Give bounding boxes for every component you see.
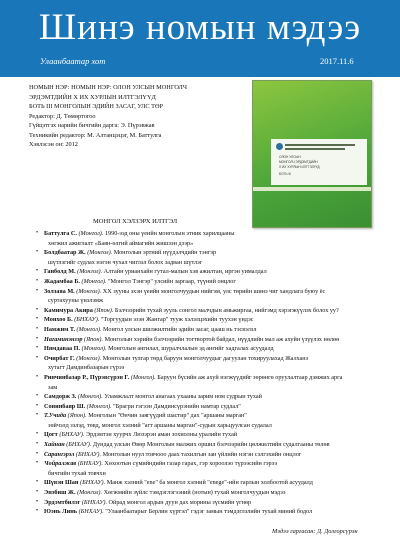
article-title: Монголын тулгар төрд баруун монголчуудыг дагуулан тохируулахад Жалханз xyxy=(102,354,309,362)
list-item xyxy=(36,373,372,392)
author-origin: (БНХАУ). xyxy=(81,498,107,506)
author-name: Цогт xyxy=(44,431,58,439)
list-item xyxy=(36,411,372,430)
author-origin: (Монгол). xyxy=(81,277,107,285)
bullet-icon: • xyxy=(36,450,39,457)
date-label: 2017.11.6 xyxy=(320,56,354,66)
article-title: Монголын хэрийн бэлчээрийн тогтвортой байдал, нүүдлийн мал аж ахуйн үзүүлэх нөлөө xyxy=(104,335,340,343)
list-item xyxy=(36,315,372,325)
author-name: Болдбаатар Ж. xyxy=(44,249,86,257)
bullet-icon: • xyxy=(36,287,39,294)
list-item xyxy=(36,392,372,402)
article-title: Бэлчээрийн тухай зууль сонгол малчдын амьжиргаа, нийгэмд хэрэгжүүлэх болох уу? xyxy=(114,306,339,314)
article-title: Монголын "Өнчин заягүүдий шастир" дах "аршаны марган" xyxy=(88,412,247,420)
article-title: "Торгуудын эзэн Жангар" тууж хэлэлцэхийн туухэн үндэс xyxy=(100,316,254,324)
bullet-icon: • xyxy=(36,268,39,275)
book-cover-image xyxy=(252,80,372,228)
cover-text: БОТЬ III xyxy=(279,172,292,176)
author-origin: (Монгол). xyxy=(77,489,103,497)
article-title: Монголын ангилал, шуралчлалын эд ангийг хадгалах асуудалд xyxy=(108,345,274,353)
article-title: Монголын нуул товчооо даах тахилгын зан үйлийн нэгэн сэлгэхийн онцлог xyxy=(102,450,302,458)
author-name: Сарангэрэл xyxy=(44,450,75,458)
author-name: Ринчинбазар Р., Пүрэвсүрэн Г. xyxy=(44,373,130,381)
article-title: "Улаанбаатарыг Берлин хүртэл" гэдэг замын тэмдэглэлийн тухай миний бодол xyxy=(105,508,313,516)
author-name: Т.Учида xyxy=(44,412,67,420)
article-title-continued: зам xyxy=(48,383,58,391)
list-item xyxy=(36,459,372,478)
bullet-icon: • xyxy=(36,335,39,342)
author-origin: (БНХАУ). xyxy=(77,460,103,468)
author-origin: (Монгол). xyxy=(130,373,156,381)
list-item xyxy=(36,229,372,248)
list-item xyxy=(36,440,372,450)
bullet-icon: • xyxy=(36,402,39,409)
author-name: Очирбат Г. xyxy=(44,354,75,362)
list-item xyxy=(36,277,372,287)
author-name: Нямдаваа П. xyxy=(44,345,81,353)
cover-text: МОНГОЛЧ ЭРДЭМТДИЙН xyxy=(279,160,318,164)
article-title-continued: суртахууны үнэлэмж xyxy=(48,297,104,305)
author-origin: (БНХАУ). xyxy=(59,431,85,439)
article-title: "Монгол Тэнгэр" улсийн заргаар, түүний онцлог xyxy=(108,277,236,285)
author-name: Намжим Т. xyxy=(44,325,75,333)
book-title-line: ЭРДЭМТДИЙН Х ИХ ХУРЛЫН ИЛТГЭЛҮҮД xyxy=(29,93,156,101)
cover-rule xyxy=(285,144,355,146)
author-name: Юэнь Линь xyxy=(44,508,78,516)
bullet-icon: • xyxy=(36,479,39,486)
list-item xyxy=(36,354,372,373)
article-title: Ойрад монгол ардын дуун дах морины зүсмийн үгнөр xyxy=(108,498,252,506)
bullet-icon: • xyxy=(36,325,39,332)
cover-rule xyxy=(285,148,345,150)
author-origin: (Монгол). xyxy=(76,325,102,333)
editor-line: Редактор: Д. Төмөртогоо xyxy=(29,112,96,120)
book-volume-line: БОТЬ III МОНГОЛЫН ЭДИЙН ЗАСАГ, УЛС ТӨР xyxy=(29,103,164,110)
author-origin: (БНХАУ). xyxy=(78,508,104,516)
publish-year-line: Хэвлэсэн он: 2012 xyxy=(29,141,78,148)
article-title: Монголын эртний нүүдэлчдийн тэнгэр xyxy=(113,249,217,257)
cover-logo-icon xyxy=(276,143,283,150)
article-title-continued: зөйчэлд зэлэд, төвд, монгол хэлний "агт аршаны марган"-судын харьцуулсан судалал xyxy=(48,421,272,429)
author-origin: (БНХАУ). xyxy=(66,441,92,449)
article-title: Монгол улсын шилжилтийн эдийн засаг, цааш нь тэсвэлэл xyxy=(103,325,257,333)
article-title: Хөгжмийн зүйлс тэмдэглэгээний (нотын) тухай монголчуудын мэдээ xyxy=(103,489,286,497)
author-name: Чойралжав xyxy=(44,460,77,468)
article-list xyxy=(36,229,372,517)
footer-credit: Мэдээ гаргасан: Д. Долгорсүрэн xyxy=(272,528,358,535)
bullet-icon: • xyxy=(36,373,39,380)
bullet-icon: • xyxy=(36,412,39,419)
list-item xyxy=(36,344,372,354)
article-title: Эрдэмтэн хуурчх Люзэрэн аман зохиолны уралийн тухай xyxy=(85,431,238,439)
author-name: Монхоо Б. xyxy=(44,316,73,324)
bullet-icon: • xyxy=(36,354,39,361)
author-name: Эрдэмтбилэг xyxy=(44,498,81,506)
author-name: Золзаяа М. xyxy=(44,287,75,295)
article-title: Манж хэлний "ene" ба монгол хэлний "enege"-ийн гарлын холбоотой асуудалд xyxy=(106,479,313,487)
bullet-icon: • xyxy=(36,441,39,448)
article-title: 1990-ээд оны үеийн монголын этник харилцааны xyxy=(104,230,235,237)
article-title: Уламжлалт монгол анагаах ухааны зарим ном судрын тухай xyxy=(104,393,262,401)
bullet-icon: • xyxy=(36,508,39,515)
list-item xyxy=(36,478,372,488)
author-origin: (БНХАУ). xyxy=(74,316,100,324)
bullet-icon: • xyxy=(36,393,39,400)
bullet-icon: • xyxy=(36,431,39,438)
bullet-icon: • xyxy=(36,277,39,284)
author-name: Ганболд М. xyxy=(44,268,76,276)
list-item xyxy=(36,325,372,335)
author-origin: (Монгол). xyxy=(81,345,107,353)
author-origin: (Монгол). xyxy=(77,268,103,276)
bullet-icon: • xyxy=(36,316,39,323)
bullet-icon: • xyxy=(36,230,39,236)
list-item xyxy=(36,248,372,267)
article-title-continued: шүтлэгийг судлах нэгэн чухал чиглэл болох задван шүтлэг xyxy=(48,258,203,266)
list-item xyxy=(36,450,372,460)
cover-title-panel xyxy=(271,139,367,185)
contents-heading: МОНГОЛ ХЭЛЗЭРХ ИЛТГЭЛ xyxy=(93,218,178,225)
author-origin: (Монгол). xyxy=(78,230,104,237)
author-name: Нагаминэнзэр xyxy=(44,335,83,343)
author-name: Сонинбаяр Ш. xyxy=(44,402,86,410)
bullet-icon: • xyxy=(36,460,39,467)
list-item xyxy=(36,430,372,440)
author-origin: (Монгол). xyxy=(87,249,113,257)
author-name: Самдорж З. xyxy=(44,393,77,401)
bullet-icon: • xyxy=(36,249,39,256)
header-banner xyxy=(0,0,400,77)
cover-text: Х ИХ ХУРЛЫН ИЛТГЭЛҮҮД xyxy=(279,165,320,169)
article-title: "Брагри гэгээн Дамдинсүрэнийн намтар судлал" xyxy=(113,402,241,410)
author-name: Шүвэн Шан xyxy=(44,479,79,487)
author-name: Жадамбаа Б. xyxy=(44,277,80,285)
author-origin: (Монгол). xyxy=(76,354,102,362)
author-origin: (БНХАУ). xyxy=(75,450,102,458)
location-label: Улаанбаатар хот xyxy=(40,56,106,66)
list-item xyxy=(36,267,372,277)
author-name: Хайнан xyxy=(44,441,65,449)
page-title: Шинэ номын мэдээ xyxy=(38,7,362,48)
article-title: XX зууны эхэн үеийн монголчуудын нийгэм, улс төрийн шинэ чиг хандлага буюу ёс xyxy=(102,287,326,295)
article-title: Дундад улсын Өвөр Монголын малжих оршил бэлчээрийн цөлжилтийн судалгааны төлөв xyxy=(92,441,330,449)
author-origin: (Монгол). xyxy=(76,287,102,295)
author-name: Энэбиш Ж. xyxy=(44,489,76,497)
list-item xyxy=(36,335,372,345)
list-item xyxy=(36,507,372,517)
author-origin: (БНХАУ). xyxy=(80,479,106,487)
tech-editor-line: Техникийн редактор: М. Алтанцэцэг, М. Баттулга xyxy=(29,131,162,139)
cover-stripe xyxy=(253,187,371,191)
secretary-line: Гүйцэтгэх нарийн бичгийн дарга: Э. Пүрэвжав xyxy=(29,122,155,129)
author-origin: (Япон). xyxy=(94,306,114,314)
author-origin: (Япон). xyxy=(84,335,104,343)
bullet-icon: • xyxy=(36,498,39,505)
author-origin: (Монгол). xyxy=(86,402,112,410)
list-item xyxy=(36,287,372,306)
author-name: Баттулга С. xyxy=(44,230,77,237)
author-origin: (Монгол). xyxy=(77,393,103,401)
cover-text: ОЛОН УЛСЫН xyxy=(279,155,301,159)
article-title: Хөхоотын сүмийндийн газар гарах, гэр хороолэо түрээсийн гэрээ xyxy=(104,460,278,468)
book-info xyxy=(29,83,249,150)
list-item xyxy=(36,402,372,412)
list-item xyxy=(36,306,372,316)
bullet-icon: • xyxy=(36,345,39,352)
article-title-continued: хөгжил ажиглалт «Баян-өлгий аймагийн жишээн дээр» xyxy=(48,239,194,247)
list-item xyxy=(36,488,372,498)
article-title-continued: бичгийн тухай товчхн xyxy=(48,469,106,477)
article-title: Алтайн урианхайн гутал-малын хэв ажилтан, иргэн уималдал xyxy=(103,268,267,276)
author-origin: (Япон). xyxy=(67,412,87,420)
article-title-continued: хутагт Дамдинбазарын гүрээ xyxy=(48,364,125,372)
author-name: Камимура Акира xyxy=(44,306,93,314)
bullet-icon: • xyxy=(36,306,39,313)
book-title-line: НОМЫН НЭР: НОМЫН НЭР: ОЛОН УЛСЫН МОНГОЛЧ xyxy=(29,84,187,91)
article-title: Баруун бүсийн аж ахуй нэгжүүдийг зөрөнгө оруулалтаар дэмжих арга xyxy=(157,373,343,381)
bullet-icon: • xyxy=(36,489,39,496)
list-item xyxy=(36,498,372,508)
